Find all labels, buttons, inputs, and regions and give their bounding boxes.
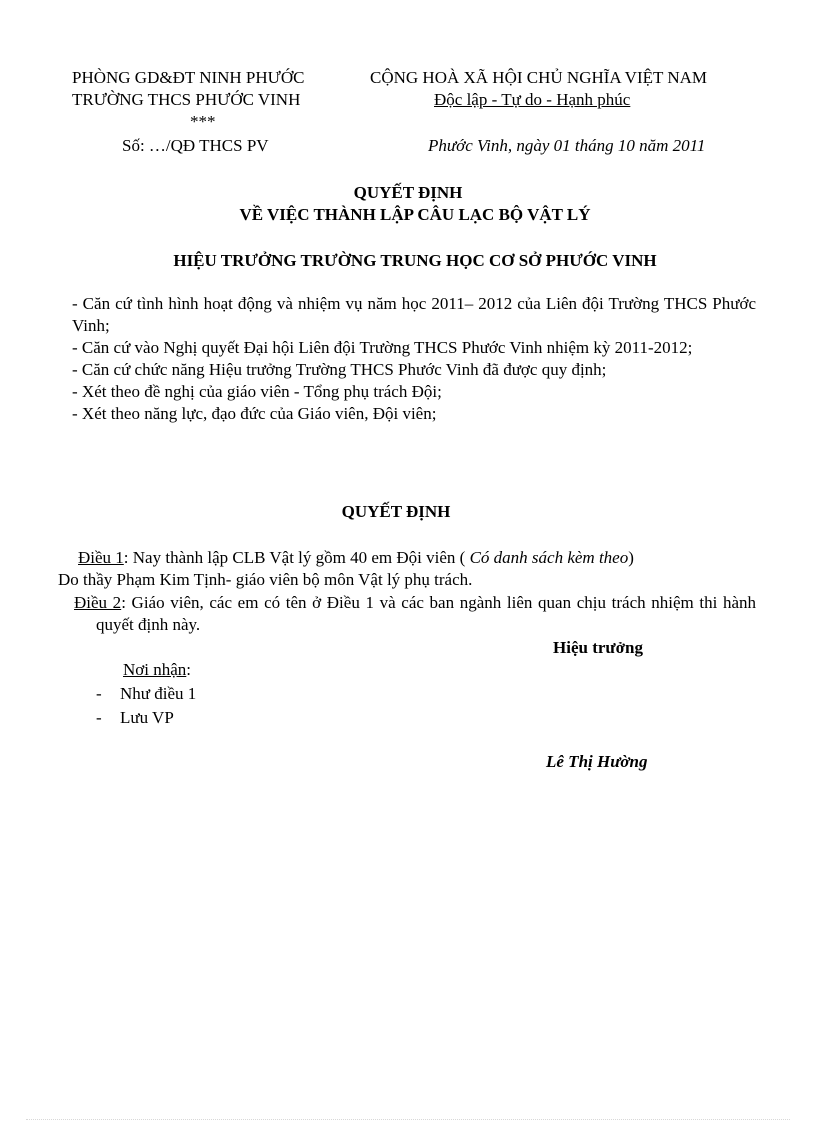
school-name: TRƯỜNG THCS PHƯỚC VINH: [72, 90, 301, 109]
basis-item: - Xét theo năng lực, đạo đức của Giáo viên, Đội viên;: [72, 404, 437, 423]
article-1-label: Điều 1: [78, 548, 124, 567]
recipient-bullet: -: [96, 684, 102, 703]
decision-title: QUYẾT ĐỊNH: [353, 183, 463, 202]
basis-item: - Căn cứ chức năng Hiệu trưởng Trường THCS Phước Vinh đã được quy định;: [72, 360, 607, 379]
decision-heading: QUYẾT ĐỊNH: [341, 502, 451, 521]
issuing-authority: HIỆU TRƯỞNG TRƯỜNG TRUNG HỌC CƠ SỞ PHƯỚC VINH: [173, 251, 657, 270]
recipient-item: Như điều 1: [120, 684, 197, 703]
header-stars: ***: [190, 112, 216, 131]
place-date: Phước Vinh, ngày 01 tháng 10 năm 2011: [428, 136, 706, 155]
basis-item: - Căn cứ vào Nghị quyết Đại hội Liên đội Trường THCS Phước Vinh nhiệm kỳ 2011-2012;: [72, 338, 693, 357]
signer-name: Lê Thị Hường: [546, 752, 648, 771]
recipient-bullet: -: [96, 708, 102, 727]
article-2-label: Điều 2: [74, 593, 122, 612]
basis-item: - Căn cứ tình hình hoạt động và nhiệm vụ năm học 2011– 2012 của Liên đội Trường THCS Phước Vinh;: [72, 294, 756, 335]
article-2: [74, 592, 757, 636]
article-1: [78, 548, 634, 568]
recipient-item: Lưu VP: [120, 708, 174, 727]
basis-item: - Xét theo đề nghị của giáo viên - Tổng phụ trách Đội;: [72, 382, 442, 401]
article-1-note: Có danh sách kèm theo: [469, 548, 629, 567]
recipients-label: Nơi nhận:: [123, 660, 192, 679]
signer-title: Hiệu trưởng: [553, 638, 643, 657]
bases-section: [72, 293, 756, 425]
article-2-text: : Giáo viên, các em có tên ở Điều 1 và các ban ngành liên quan chịu trách nhiệm thi hành quyết định này.: [96, 593, 757, 634]
article-1-supervisor: Do thầy Phạm Kim Tịnh- giáo viên bộ môn Vật lý phụ trách.: [58, 570, 473, 589]
department-name: PHÒNG GD&ĐT NINH PHƯỚC: [72, 68, 305, 87]
document-number: Số: …/QĐ THCS PV: [122, 136, 269, 155]
national-motto: Độc lập - Tự do - Hạnh phúc: [434, 90, 631, 109]
decision-subject: VỀ VIỆC THÀNH LẬP CÂU LẠC BỘ VẬT LÝ: [239, 205, 591, 224]
article-1-text: : Nay thành lập CLB Vật lý gồm 40 em Đội viên (: [123, 548, 470, 567]
national-title: CỘNG HOÀ XÃ HỘI CHỦ NGHĨA VIỆT NAM: [370, 68, 708, 87]
article-1-close: ): [628, 548, 634, 567]
page-bottom-border: [26, 1119, 790, 1120]
